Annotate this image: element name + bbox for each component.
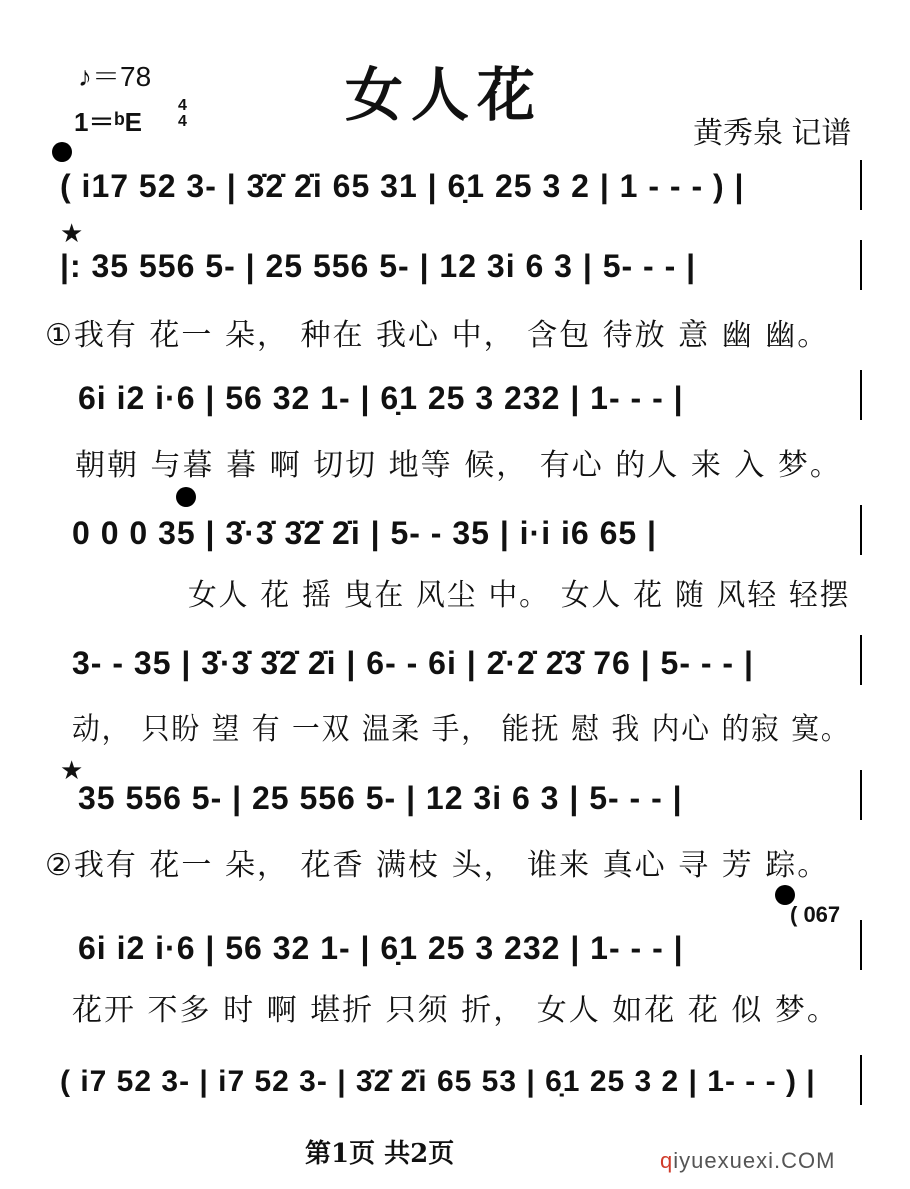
time-signature-top: 4	[178, 97, 187, 114]
star-icon: ★	[60, 755, 84, 785]
watermark-accent: q	[660, 1148, 674, 1173]
barline	[860, 370, 862, 420]
lyric-line-2: ①我有 花一 朵， 种在 我心 中， 含包 待放 意 幽 幽。	[45, 318, 830, 353]
barline	[860, 770, 862, 820]
score-line-3: 6i i2 i·6 | 56 32 1- | 6̣1 25 3 232 | 1- - - |	[78, 380, 684, 416]
barline	[860, 635, 862, 685]
watermark	[660, 1148, 835, 1174]
key-signature: 1＝ᵇE	[74, 107, 142, 137]
score-line-1: ( i17 52 3- | 3̇2̇ 2̇i 65 31 | 6̣1 25 3 2 | 1 - - - ) |	[60, 168, 745, 204]
lyric-line-5: 动， 只盼 望 有 一双 温柔 手， 能抚 慰 我 内心 的寂 寞。	[72, 712, 851, 747]
barline	[860, 1055, 862, 1105]
lyric-line-7: 花开 不多 时 啊 堪折 只须 折， 女人 如花 花 似 梦。	[72, 993, 839, 1028]
barline	[860, 920, 862, 970]
score-line-7: 6i i2 i·6 | 56 32 1- | 6̣1 25 3 232 | 1- - - |	[78, 930, 684, 966]
barline	[860, 240, 862, 290]
song-title: 女人花	[345, 61, 544, 129]
lyric-line-3: 朝朝 与暮 暮 啊 切切 地等 候， 有心 的人 来 入 梦。	[75, 448, 842, 483]
segno-dot-icon	[176, 487, 196, 507]
lyric-line-4: 女人 花 摇 曳在 风尘 中。 女人 花 随 风轻 轻摆	[188, 578, 851, 613]
watermark-text: iyuexuexi.COM	[673, 1148, 836, 1173]
barline	[860, 160, 862, 210]
time-signature-bottom: 4	[178, 113, 187, 130]
transcriber-credit: 黄秀泉 记谱	[693, 117, 852, 150]
pickup-notes: ( 067	[790, 902, 841, 927]
page-number: 第1页 共2页	[305, 1139, 455, 1169]
score-line-5: 3- - 35 | 3̇·3̇ 3̇2̇ 2̇i | 6- - 6i | 2̇·2̇ 2̇3̇ 76 | 5- - - |	[72, 645, 754, 681]
score-line-2: |: 35 556 5- | 25 556 5- | 12 3i 6 3 | 5- - - |	[60, 248, 697, 284]
score-line-8: ( i7 52 3- | i7 52 3- | 3̇2̇ 2̇i 65 53 | 6̣1 25 3 2 | 1- - - ) |	[60, 1065, 816, 1098]
time-signature	[178, 98, 187, 130]
barline	[860, 505, 862, 555]
star-icon: ★	[60, 218, 84, 248]
score-line-4: 0 0 0 35 | 3̇·3̇ 3̇2̇ 2̇i | 5- - 35 | i·i i6 65 |	[72, 515, 657, 551]
score-line-6: 35 556 5- | 25 556 5- | 12 3i 6 3 | 5- - - |	[78, 780, 683, 816]
lyric-line-6: ②我有 花一 朵， 花香 满枝 头， 谁来 真心 寻 芳 踪。	[45, 848, 830, 883]
tempo-marking: ♪＝78	[78, 61, 152, 92]
segno-dot-icon	[52, 142, 72, 162]
